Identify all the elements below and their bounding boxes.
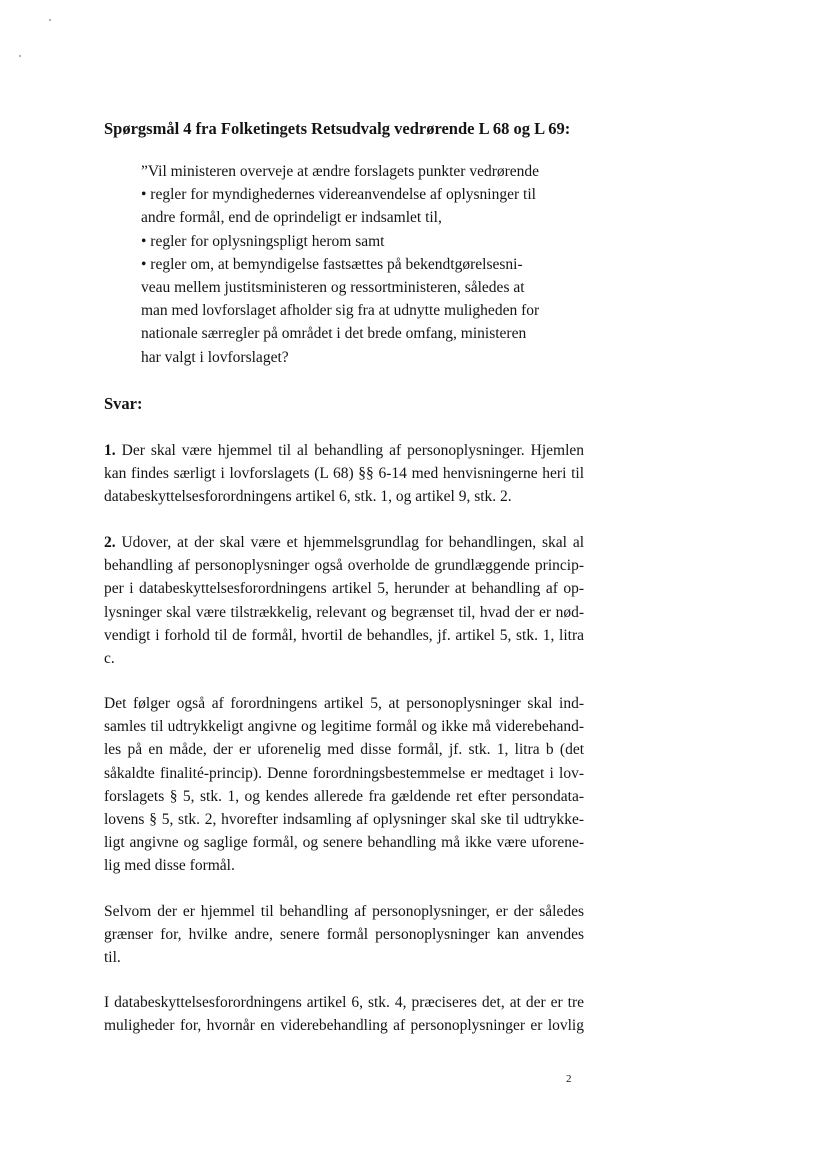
paragraph-line: Selvom der er hjemmel til behandling af personoplysninger, er der således xyxy=(104,903,584,920)
paragraph-line: databeskyttelsesforordningens artikel 6, stk. 1, og artikel 9, stk. 2. xyxy=(104,488,512,506)
paragraph-line: lysninger skal være tilstrækkelig, relevant og begrænset til, hvad der er nød- xyxy=(104,603,584,621)
quote-line: • regler for myndighedernes videreanvendelse af oplysninger til xyxy=(141,186,536,204)
paragraph-number: 2. xyxy=(104,534,116,551)
paragraph-line: Det følger også af forordningens artikel 5, at personoplysninger skal ind- xyxy=(104,695,584,712)
paragraph-line: grænser for, hvilke andre, senere formål personoplysninger kan anvendes xyxy=(104,926,584,944)
quote-line: • regler for oplysningspligt herom samt xyxy=(141,232,385,250)
paragraph-line: 1. Der skal være hjemmel til al behandling af personoplysninger. Hjemlen xyxy=(104,442,584,459)
paragraph-line: per i databeskyttelsesforordningens artikel 5, herunder at behandling af op- xyxy=(104,580,584,598)
quote-line: veau mellem justitsministeren og ressortministeren, således at xyxy=(141,279,525,297)
page-number: 2 xyxy=(566,1073,572,1085)
quote-line: nationale særregler på området i det brede omfang, ministeren xyxy=(141,325,527,343)
paragraph-line: forslagets § 5, stk. 1, og kendes allerede fra gældende ret efter persondata- xyxy=(104,787,584,805)
answer-paragraph-4 xyxy=(104,900,584,970)
paragraph-line: behandling af personoplysninger også overholde de grundlæggende princip- xyxy=(104,557,584,575)
paragraph-line: samles til udtrykkeligt angivne og legitime formål og ikke må viderebehand- xyxy=(104,718,584,736)
paragraph-line: 2. Udover, at der skal være et hjemmelsgrundlag for behandlingen, skal al xyxy=(104,534,585,551)
question-heading: Spørgsmål 4 fra Folketingets Retsudvalg vedrørende L 68 og L 69: xyxy=(104,119,571,138)
answer-paragraph-1 xyxy=(104,439,584,509)
quote-line: andre formål, end de oprindeligt er indsamlet til, xyxy=(141,209,442,227)
paragraph-line: vendigt i forhold til de formål, hvortil de behandles, jf. artikel 5, stk. 1, litra xyxy=(104,626,584,644)
answer-heading: Svar: xyxy=(104,394,143,413)
scan-speck xyxy=(19,55,21,57)
paragraph-line: I databeskyttelsesforordningens artikel 6, stk. 4, præciseres det, at der er tre xyxy=(104,994,584,1011)
quote-line: har valgt i lovforslaget? xyxy=(141,348,289,366)
answer-paragraph-2 xyxy=(104,531,584,670)
paragraph-line: såkaldte finalité-princip). Denne forordningsbestemmelse er medtaget i lov- xyxy=(104,764,584,782)
paragraph-line: les på en måde, der er uforenelig med disse formål, jf. stk. 1, litra b (det xyxy=(104,741,584,759)
scan-speck xyxy=(49,19,51,21)
paragraph-number: 1. xyxy=(104,442,116,459)
quote-line: • regler om, at bemyndigelse fastsættes på bekendtgørelsesni- xyxy=(141,255,523,273)
question-quote xyxy=(141,160,551,369)
quote-line: ”Vil ministeren overveje at ændre forslagets punkter vedrørende xyxy=(141,163,540,180)
paragraph-line: ligt angivne og saglige formål, og senere behandling må ikke være uforene- xyxy=(104,834,584,852)
paragraph-line: til. xyxy=(104,949,121,967)
paragraph-line: kan findes særligt i lovforslagets (L 68) §§ 6-14 med henvisningerne heri til xyxy=(104,465,584,483)
paragraph-line: lovens § 5, stk. 2, hvorefter indsamling af oplysninger skal ske til udtrykke- xyxy=(104,811,584,829)
paragraph-line: c. xyxy=(104,650,115,668)
answer-paragraph-3 xyxy=(104,692,584,878)
quote-line: man med lovforslaget afholder sig fra at udnytte muligheden for xyxy=(141,302,540,320)
paragraph-line: lig med disse formål. xyxy=(104,857,235,875)
answer-paragraph-5 xyxy=(104,991,584,1037)
paragraph-line: muligheder for, hvornår en viderebehandling af personoplysninger er lovlig xyxy=(104,1017,584,1035)
